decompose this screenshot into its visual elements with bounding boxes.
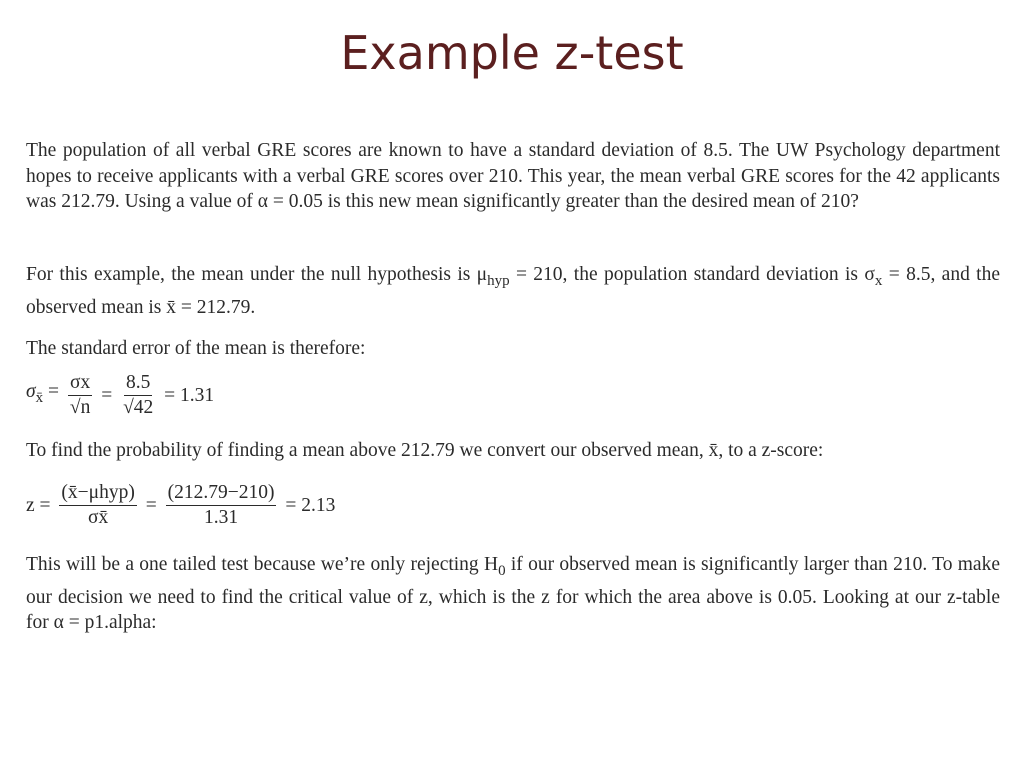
one-tailed-test-paragraph (26, 552, 1000, 636)
problem-paragraph: The population of all verbal GRE scores are known to have a standard deviation of 8.5. The UW Psychology department hopes to receive applicants with a verbal GRE scores over 210. This year, the mean verbal GRE scores for the 42 applicants was 212.79. Using a value of α = 0.05 is this new mean significantly greater than the desired mean of 210? (26, 140, 1000, 212)
eq1-result: = 1.31 (164, 384, 215, 406)
slide-title: Example z-test (340, 26, 684, 80)
eq1-lhs: $\sigma_{x̄}$ = (26, 381, 59, 407)
z-score-intro: To find the probability of finding a mean above 212.79 we convert our observed mean, x̄, to a z-score: (26, 440, 824, 461)
eq2-frac1-denominator: σx̄ (88, 507, 109, 528)
p5-text-b: if our observed mean is significantly larger than 210. To make our decision we need to find the critical value of z, which is the z for which the area above is 0.05. Looking at our z-table for α = p1.alpha: (26, 554, 1000, 633)
standard-error-equation (26, 372, 214, 419)
p5-text-a: This will be a one tailed test because we’re only rejecting H (26, 554, 499, 575)
eq2-fraction-numeric (166, 482, 277, 529)
eq1-frac1-numerator: σx (68, 372, 92, 396)
standard-error-intro: The standard error of the mean is therefore: (26, 338, 366, 359)
eq1-frac2-denominator: √42 (123, 397, 154, 418)
p2-text-c: = 8.5, and the observed mean is x̄ = 212.79. (26, 264, 1000, 318)
z-score-equation (26, 482, 335, 529)
eq2-frac2-numerator: (212.79−210) (166, 482, 277, 506)
h0-subscript: 0 (498, 563, 506, 579)
p2-text-b: = 210, the population standard deviation is σ (509, 264, 875, 285)
null-hypothesis-paragraph (26, 262, 1000, 320)
eq1-frac2-numerator: 8.5 (124, 372, 152, 396)
eq1-fraction-symbolic (68, 372, 92, 419)
eq2-frac2-denominator: 1.31 (203, 507, 239, 528)
mu-hyp-subscript: hyp (487, 273, 510, 289)
eq2-result: = 2.13 (285, 494, 336, 516)
eq2-lhs: z = (26, 494, 51, 516)
eq2-fraction-symbolic (59, 482, 136, 529)
eq1-equals: = (101, 384, 113, 406)
eq2-equals: = (145, 494, 157, 516)
eq1-fraction-numeric (121, 372, 155, 419)
eq1-frac1-denominator: √n (69, 397, 91, 418)
p2-text-a: For this example, the mean under the null hypothesis is μ (26, 264, 488, 285)
eq2-frac1-numerator: (x̄−μhyp) (59, 482, 136, 506)
sigma-x-subscript: x (874, 273, 883, 289)
